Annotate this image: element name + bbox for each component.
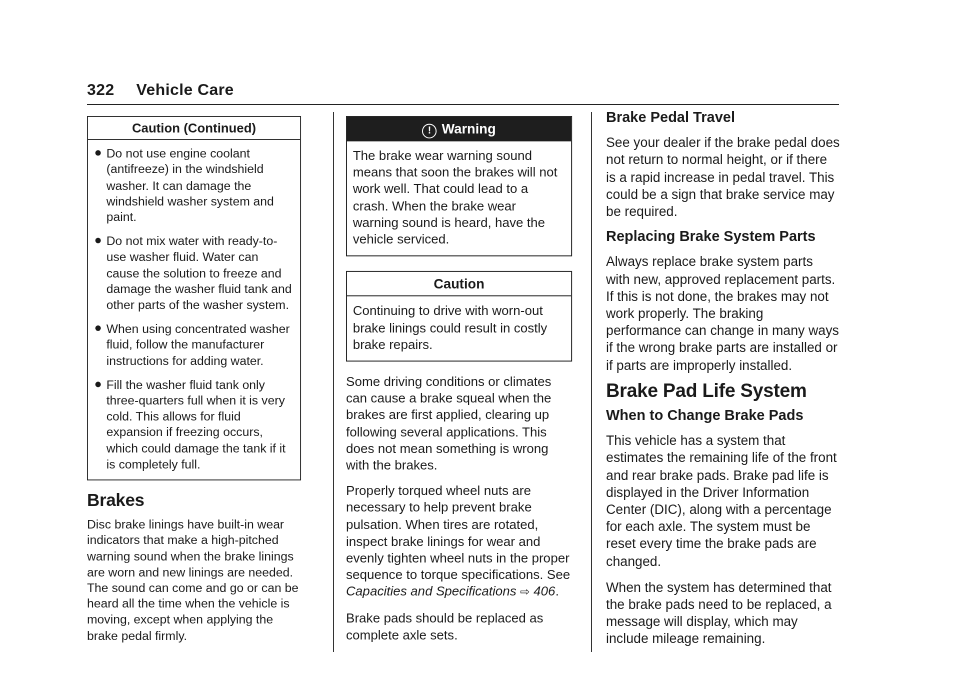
brake-pedal-travel-paragraph: See your dealer if the brake pedal does not return to normal height, or if there is a rapid increase in pedal travel. This could be a sign that brake service may be required. bbox=[606, 135, 840, 220]
bullet-icon bbox=[95, 238, 101, 244]
caution-list-item: Do not use engine coolant (antifreeze) in the windshield washer. It can damage the windshield washer system and paint. bbox=[93, 146, 292, 225]
page-number: 322 bbox=[87, 82, 115, 99]
header-rule bbox=[87, 104, 839, 105]
replacing-parts-paragraph: Always replace brake system parts with new, approved replacement parts. If this is not done, the brakes may not work properly. The braking performance can change in many ways if the wrong brake parts are installed or if parts are improperly installed. bbox=[606, 254, 839, 373]
column-divider bbox=[591, 112, 592, 652]
page-ref-arrow-icon: ⇨ bbox=[520, 585, 530, 599]
page-header bbox=[87, 82, 234, 100]
warning-title: ! Warning bbox=[347, 117, 571, 141]
wheel-nuts-paragraph: Properly torqued wheel nuts are necessary to help prevent brake pulsation. When tires are rotated, inspect brake linings for wear and evenly tighten wheel nuts in the proper sequence to torque specifications. See Capacities and Specifications ⇨ 406. bbox=[346, 483, 571, 599]
when-to-change-paragraph-1: This vehicle has a system that estimates the remaining life of the front and rear brake pads. Brake pad life is displayed in the Driver Information Center (DIC), along with a percentage for each axle. The system must be reset every time the brake pads are changed. bbox=[606, 433, 837, 569]
bullet-icon bbox=[95, 326, 101, 332]
brakes-heading: Brakes bbox=[87, 491, 145, 511]
caution-list-item: Fill the washer fluid tank only three-quarters full when it is very cold. This allows for fluid expansion if freezing occurs, which could damage the tank if it is completely full. bbox=[93, 377, 292, 472]
page-ref-number[interactable]: 406 bbox=[533, 584, 556, 599]
brakes-paragraph: Disc brake linings have built-in wear indicators that make a high-pitched warning sound when the brake linings are worn and new linings are needed. The sound can come and go or can be heard all the time when the vehicle is moving, except when applying the brake pedal firmly. bbox=[87, 517, 299, 643]
warning-box bbox=[346, 116, 572, 257]
brake-pad-life-heading: Brake Pad Life System bbox=[606, 380, 807, 402]
brake-squeal-paragraph: Some driving conditions or climates can cause a brake squeal when the brakes are first applied, clearing up following several applications. This does not mean something is wrong with the brakes. bbox=[346, 374, 552, 473]
replacing-parts-heading: Replacing Brake System Parts bbox=[606, 229, 816, 246]
bullet-icon bbox=[95, 150, 101, 156]
warning-icon: ! bbox=[422, 124, 437, 139]
column-1 bbox=[87, 116, 301, 652]
caution-continued-title: Caution (Continued) bbox=[88, 117, 300, 140]
caution-title: Caution bbox=[347, 272, 571, 297]
bullet-icon bbox=[95, 382, 101, 388]
caution-list-item: Do not mix water with ready-to-use washer fluid. Water can cause the solution to freeze and damage the washer fluid tank and other parts of the washer system. bbox=[93, 233, 292, 312]
caution-list-item: When using concentrated washer fluid, follow the manufacturer instructions for adding water. bbox=[93, 321, 292, 369]
caution-text: Continuing to drive with worn-out brake linings could result in costly brake repairs. bbox=[352, 303, 548, 352]
brake-pads-paragraph: Brake pads should be replaced as complete axle sets. bbox=[346, 610, 544, 643]
caution-list bbox=[93, 146, 292, 472]
capacities-link[interactable]: Capacities and Specifications bbox=[346, 584, 517, 599]
column-3 bbox=[606, 110, 840, 657]
caution-box bbox=[346, 271, 572, 361]
caution-continued-box bbox=[87, 116, 301, 480]
brake-pedal-travel-heading: Brake Pedal Travel bbox=[606, 110, 735, 126]
warning-text: The brake wear warning sound means that soon the brakes will not work well. That could lead to a crash. When the brake wear warning sound is heard, have the vehicle serviced. bbox=[352, 148, 558, 247]
column-divider bbox=[333, 112, 334, 652]
section-title: Vehicle Care bbox=[136, 82, 234, 99]
when-to-change-paragraph-2: When the system has determined that the brake pads need to be replaced, a message will display, which may include mileage remaining. bbox=[606, 579, 832, 647]
column-2 bbox=[346, 116, 572, 652]
when-to-change-heading: When to Change Brake Pads bbox=[606, 408, 804, 425]
